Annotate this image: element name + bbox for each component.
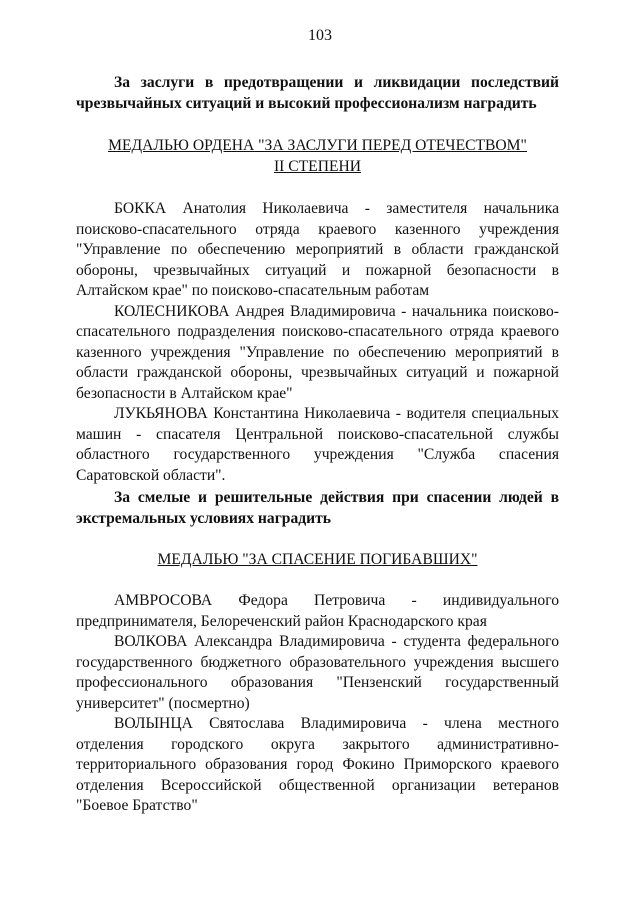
section-2-entries bbox=[76, 591, 559, 817]
section-1-entries bbox=[76, 199, 559, 486]
award-entry: ВОЛЫНЦА Святослава Владимировича - члена местного отделения городского округа закрытого административно-территориального образования город Фокино Приморского краевого отделения Всероссийской общественной организации ветеранов "Боевое Братство" bbox=[76, 715, 559, 814]
award-entry: ВОЛКОВА Александра Владимировича - студента федерального государственного бюджетного образовательного учреждения высшего профессионального образования "Пензенский государственный университет" (посмертно) bbox=[76, 633, 559, 712]
award-title-line: II СТЕПЕНИ bbox=[273, 157, 362, 175]
award-title-rescue-medal bbox=[76, 550, 559, 571]
award-title-line: МЕДАЛЬЮ "ЗА СПАСЕНИЕ ПОГИБАВШИХ" bbox=[157, 551, 478, 568]
section-heading: За заслуги в предотвращении и ликвидации последствий чрезвычайных ситуаций и высокий профессионализм наградить bbox=[76, 74, 559, 112]
award-entry: ЛУКЬЯНОВА Константина Николаевича - водителя специальных машин - спасателя Центральной поисково-спасательной службы областного государственного учреждения "Служба спасения Саратовской области". bbox=[76, 405, 559, 484]
award-title-order-merit bbox=[76, 136, 559, 177]
section-2-heading-block bbox=[76, 488, 559, 529]
award-entry: КОЛЕСНИКОВА Андрея Владимировича - начальника поисково-спасательного подразделения поисково-спасательного отряда краевого казенного учреждения "Управление по обеспечению мероприятий в области гражданской обороны, чрезвычайных ситуаций и пожарной безопасности в Алтайском крае" bbox=[76, 302, 559, 402]
section-1-heading-block bbox=[76, 73, 559, 114]
award-entry: БОККА Анатолия Николаевича - заместителя начальника поисково-спасательного отряда краевого казенного учреждения "Управление по обеспечению мероприятий в области гражданской обороны, чрезвычайных ситуаций и пожарной безопасности в Алтайском крае" по поисково-спасательным работам bbox=[76, 200, 559, 299]
award-entry: АМВРОСОВА Федора Петровича - индивидуального предпринимателя, Белореченский район Краснодарского края bbox=[76, 592, 559, 630]
section-heading: За смелые и решительные действия при спасении людей в экстремальных условиях наградить bbox=[76, 489, 559, 527]
award-title-line: МЕДАЛЬЮ ОРДЕНА "ЗА ЗАСЛУГИ ПЕРЕД ОТЕЧЕСТВОМ" bbox=[108, 137, 527, 154]
page-number: 103 bbox=[308, 27, 332, 44]
